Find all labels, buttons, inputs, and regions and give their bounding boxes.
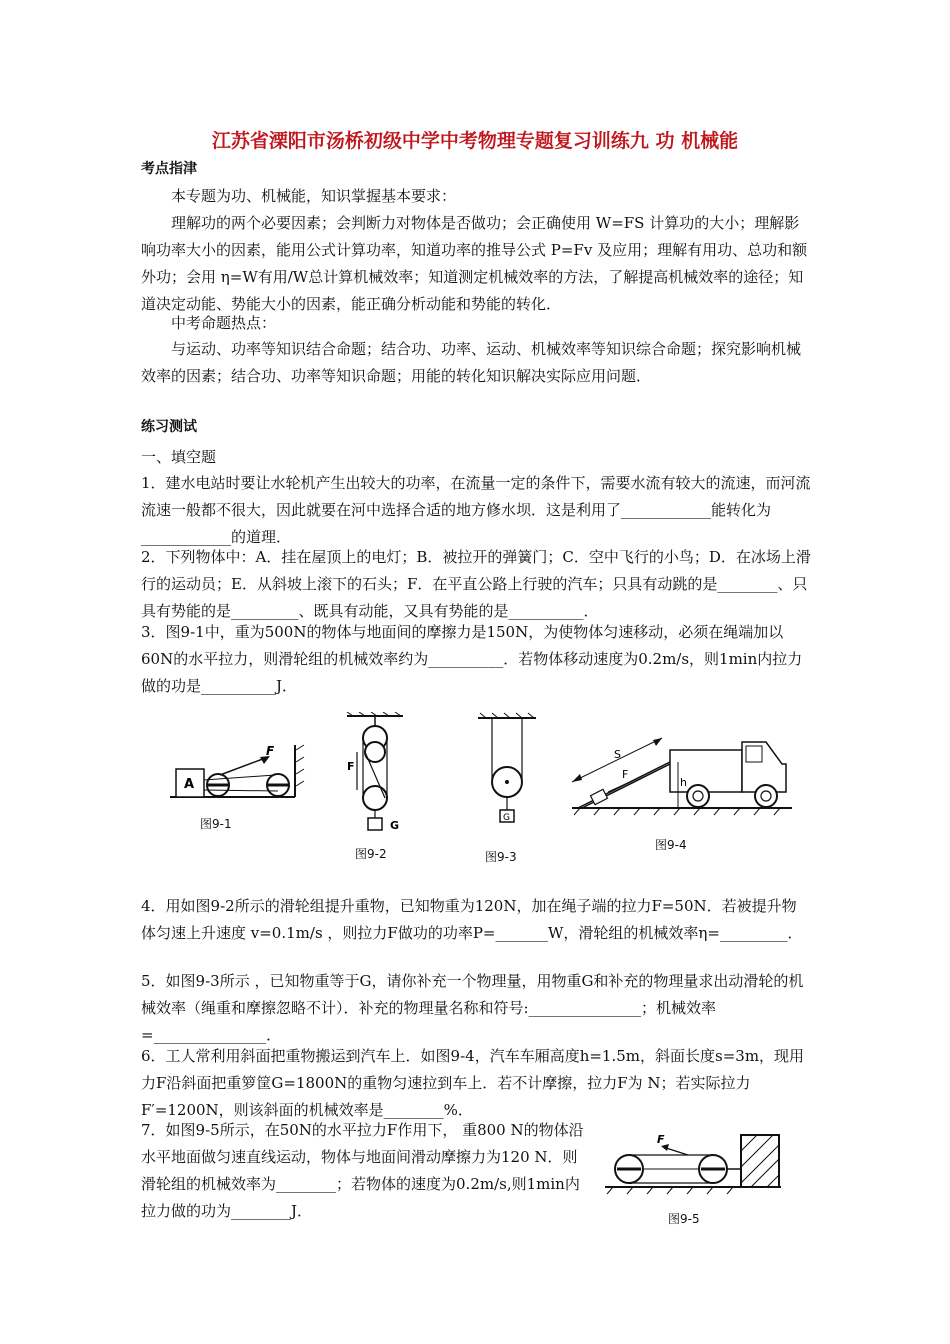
figure-9-2-caption: 图9-2 [355,847,387,861]
figure-9-5-label-f: F [657,1133,665,1146]
question-2: 2．下列物体中：A．挂在屋顶上的电灯；B．被拉开的弹簧门；C．空中飞行的小鸟；D．在冰场上滑行的运动员；E．从斜坡上滚下的石头；F．在平直公路上行驶的汽车；只具有动跳的是________、只具有势能的是_________、既具有动能，又具有势能的是__________． [141,548,811,620]
figure-9-5-diagram [603,1125,783,1200]
figure-9-1-caption: 图9-1 [200,817,232,831]
figure-9-4-diagram [570,720,795,820]
figure-9-1-diagram [170,735,310,810]
section-heading-key-points: 考点指津 [141,161,197,177]
subsection-fill-blank: 一、填空题 [141,448,217,466]
figure-9-2-label-f: F [347,760,355,773]
figure-9-4-label-f: F [622,768,629,781]
figure-9-1-label-f: F [266,744,275,758]
figure-9-4-caption: 图9-4 [655,838,687,852]
question-1: 1．建水电站时要让水轮机产生出较大的功率，在流量一定的条件下，需要水流有较大的流速，而河流流速一般都不很大，因此就要在河中选择合适的地方修水坝．这是利用了____________能转化为____________的道理． [141,474,811,546]
question-7: 7．如图9-5所示，在50N的水平拉力F作用下， 重800 N的物体沿水平地面做匀速直线运动，物体与地面间滑动摩擦力为120 N．则滑轮组的机械效率为________；若物体的速度为0.2m/s,则1min内拉力做的功为________J． [141,1121,584,1220]
document-title: 江苏省溧阳市汤桥初级中学中考物理专题复习训练九 功 机械能 [211,130,739,152]
figure-9-3-label-g: G [503,813,510,823]
figure-9-3-caption: 图9-3 [485,850,517,864]
question-4: 4．用如图9-2所示的滑轮组提升重物，已知物重为120N，加在绳子端的拉力F=50N．若被提升物体匀速上升速度 v=0.1m/s ，则拉力F做功的功率P=_______W，滑轮组的机械效率η=_________． [141,897,803,942]
question-5: 5．如图9-3所示 ，已知物重等于G，请你补充一个物理量，用物重G和补充的物理量求出动滑轮的机械效率（绳重和摩擦忽略不计）．补充的物理量名称和符号:_______________；机械效率=_______________． [141,972,804,1044]
requirements-text: 理解功的两个必要因素；会判断力对物体是否做功；会正确使用 W=FS 计算功的大小；理解影响功率大小的因素，能用公式计算功率，知道功率的推导公式 P=Fv 及应用；理解有用功、总功和额外功；会用 η=W有用/W总计算机械效率；知道测定机械效率的方法，了解提高机械效率的途径；知道决定动能、势能大小的因素，能正确分析动能和势能的转化． [141,214,808,313]
intro-text: 本专题为功、机械能，知识掌握基本要求： [171,187,457,205]
figure-9-2-label-g: G [390,819,400,832]
question-6: 6．工人常利用斜面把重物搬运到汽车上．如图9-4，汽车车厢高度h=1.5m，斜面长度s=3m，现用力F沿斜面把重箩筐G=1800N的重物匀速拉到车上．若不计摩擦，拉力F为 N；若实际拉力F′=1200N，则该斜面的机械效率是________%． [141,1047,805,1119]
figure-9-4-label-h: h [680,776,687,789]
figure-9-5-caption: 图9-5 [668,1212,700,1226]
section-heading-practice: 练习测试 [141,419,197,435]
figure-9-1-label-a: A [184,777,195,792]
figure-9-4-label-s: S [614,748,621,761]
figure-9-2-diagram [335,712,415,837]
hot-topics-text: 与运动、功率等知识结合命题；结合功、功率、运动、机械效率等知识综合命题；探究影响机械效率的因素；结合功、功率等知识命题；用能的转化知识解决实际应用问题． [141,340,802,385]
hot-topics-label: 中考命题热点： [171,314,277,332]
question-3: 3．图9-1中，重为500N的物体与地面间的摩擦力是150N，为使物体匀速移动，必须在绳端加以60N的水平拉力，则滑轮组的机械效率约为__________．若物体移动速度为0.2m/s，则1min内拉力做的功是__________J． [141,623,803,695]
figure-9-3-diagram [470,712,545,837]
